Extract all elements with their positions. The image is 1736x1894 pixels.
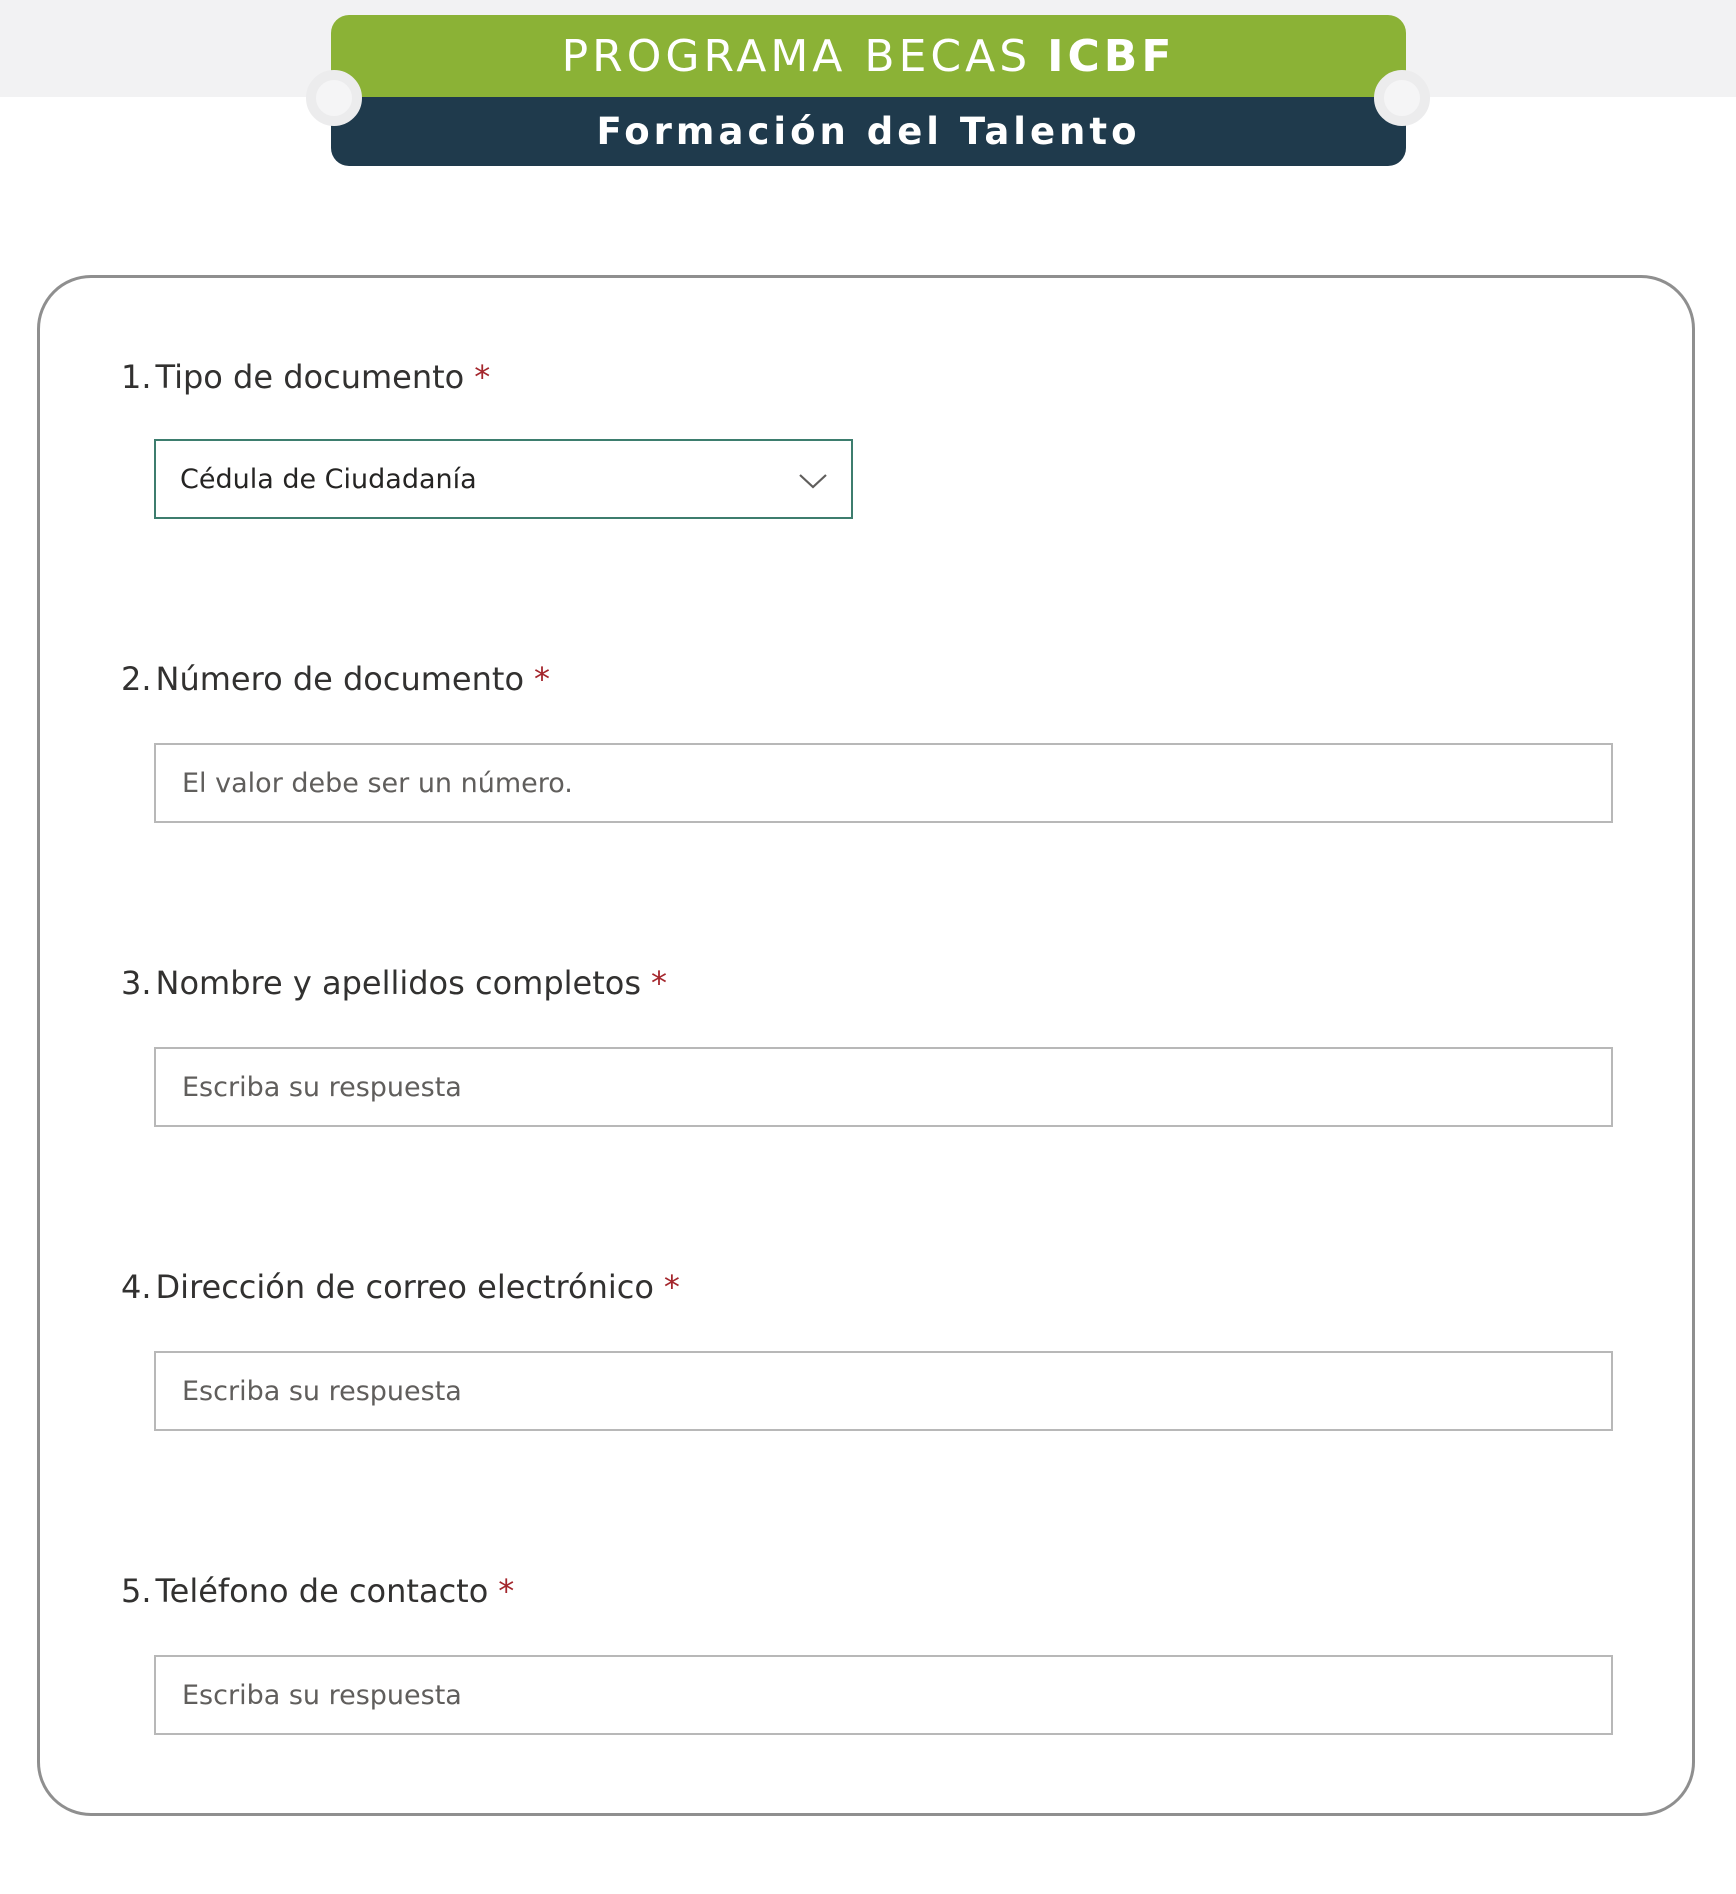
question-text: Tipo de documento [155,358,465,396]
banner-subtitle-text: Formación del Talento [596,110,1141,153]
input-placeholder: Escriba su respuesta [182,1375,462,1407]
question-text: Teléfono de contacto [155,1572,489,1610]
required-marker: * [474,358,491,396]
document-number-input[interactable] [154,743,1613,823]
chevron-down-icon [797,465,829,497]
question-5-label [121,1572,514,1610]
question-text: Dirección de correo electrónico [155,1268,654,1306]
question-text: Nombre y apellidos completos [155,964,641,1002]
question-number: 1. [121,358,152,396]
program-banner [331,15,1406,166]
input-placeholder: Escriba su respuesta [182,1679,462,1711]
question-2-label [121,660,550,698]
question-number: 5. [121,1572,152,1610]
select-value: Cédula de Ciudadanía [180,463,477,495]
email-input[interactable] [154,1351,1613,1431]
question-1-label [121,358,490,396]
required-marker: * [663,1268,680,1306]
input-placeholder: El valor debe ser un número. [182,767,573,799]
phone-input[interactable] [154,1655,1613,1735]
required-marker: * [651,964,667,1002]
question-number: 4. [121,1268,152,1306]
question-3-label [121,964,667,1002]
required-marker: * [498,1572,515,1610]
document-type-select[interactable] [154,439,853,519]
input-placeholder: Escriba su respuesta [182,1071,462,1103]
banner-title-regular: PROGRAMA BECAS [561,30,1032,82]
question-number: 2. [121,660,152,698]
banner-subtitle [331,97,1406,166]
question-number: 3. [121,964,152,1002]
question-4-label [121,1268,680,1306]
question-text: Número de documento [155,660,525,698]
full-name-input[interactable] [154,1047,1613,1127]
banner-right-ornament [1374,70,1430,126]
banner-left-ornament [306,70,362,126]
required-marker: * [534,660,551,698]
banner-title [331,15,1406,97]
banner-title-bold: ICBF [1047,30,1176,82]
